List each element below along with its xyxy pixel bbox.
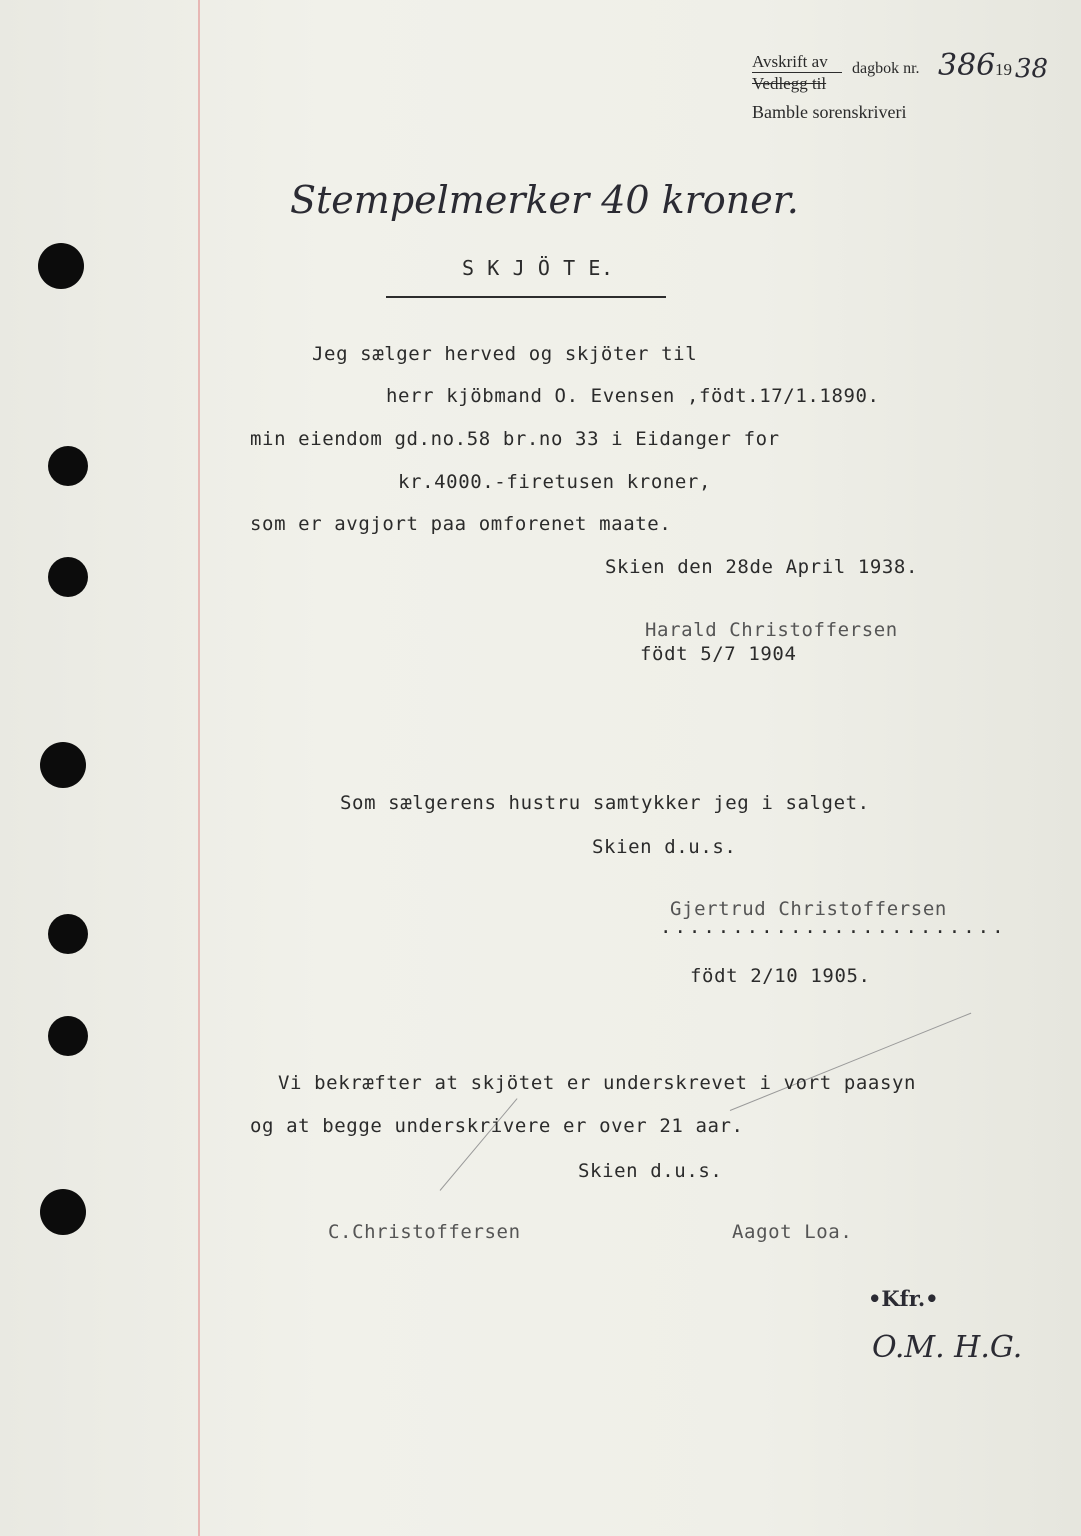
title-rule xyxy=(386,296,666,298)
header-vedlegg: Vedlegg til xyxy=(752,74,827,93)
body-line: herr kjöbmand O. Evensen ,födt.17/1.1890. xyxy=(386,385,880,407)
body-date: Skien den 28de April 1938. xyxy=(605,556,919,578)
seller-name: Harald Christoffersen xyxy=(645,619,898,641)
witness-text: Vi bekræfter at skjötet er underskrevet i vort paasyn xyxy=(278,1072,917,1094)
witness-text: og at begge underskrivere er over 21 aar. xyxy=(250,1115,744,1137)
body-line: kr.4000.-firetusen kroner, xyxy=(398,471,712,493)
consent-place: Skien d.u.s. xyxy=(592,836,737,858)
stamp-note: Stempelmerker 40 kroner. xyxy=(290,178,799,222)
header-dagbok: dagbok nr. xyxy=(852,60,920,77)
punch-hole xyxy=(48,1016,88,1056)
pencil-stroke xyxy=(730,1013,971,1111)
punch-hole xyxy=(48,557,88,597)
body-line: min eiendom gd.no.58 br.no 33 i Eidanger for xyxy=(250,428,780,450)
seller-born: födt 5/7 1904 xyxy=(640,643,797,665)
kfr-mark: •Kfr.• xyxy=(868,1286,939,1311)
year-prefix: 19 xyxy=(995,60,1012,79)
header-underline xyxy=(752,72,842,73)
punch-hole xyxy=(38,243,84,289)
body-line: Jeg sælger herved og skjöter til xyxy=(312,343,698,365)
year-suffix: 38 xyxy=(1015,54,1049,84)
consent-name: Gjertrud Christoffersen xyxy=(670,898,947,920)
punch-hole xyxy=(48,446,88,486)
witness-place: Skien d.u.s. xyxy=(578,1160,723,1182)
punch-hole xyxy=(40,1189,86,1235)
pencil-stroke xyxy=(440,1098,518,1191)
witness-name-1: C.Christoffersen xyxy=(328,1221,521,1243)
consent-born: födt 2/10 1905. xyxy=(690,965,871,987)
initials: O.M. H.G. xyxy=(872,1330,1023,1365)
consent-text: Som sælgerens hustru samtykker jeg i salget. xyxy=(340,792,870,814)
body-line: som er avgjort paa omforenet maate. xyxy=(250,513,672,535)
punch-hole xyxy=(40,742,86,788)
margin-line xyxy=(198,0,200,1536)
punch-hole xyxy=(48,914,88,954)
document-title: S K J Ö T E. xyxy=(462,256,614,280)
dagbok-number: 386 xyxy=(938,48,996,83)
signature-dots: ........................ xyxy=(660,916,1007,938)
header-avskrift: Avskrift av xyxy=(752,52,828,71)
witness-name-2: Aagot Loa. xyxy=(732,1221,853,1243)
header-sorenskriveri: Bamble sorenskriveri xyxy=(752,102,907,122)
